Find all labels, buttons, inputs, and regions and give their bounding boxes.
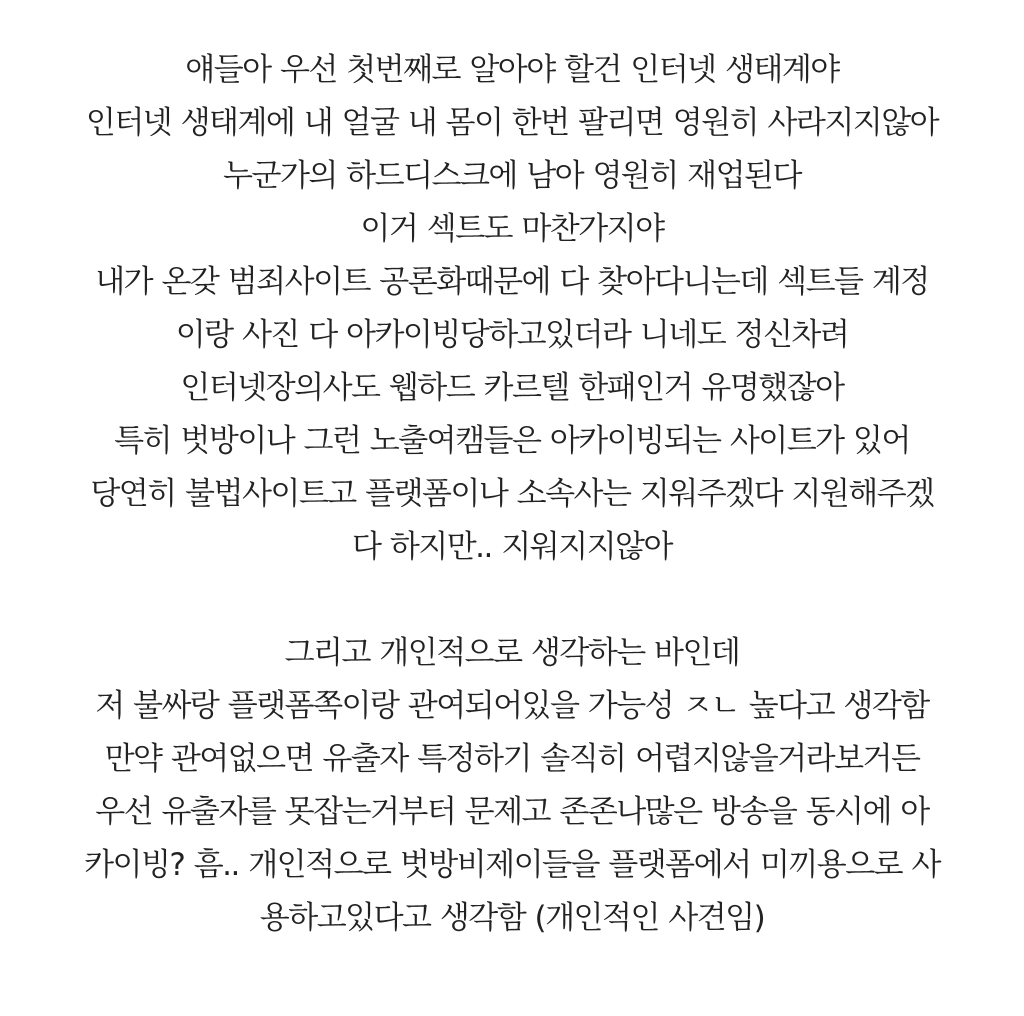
paragraph-2	[0, 627, 1024, 945]
text-line: 특히 벗방이나 그런 노출여캠들은 아카이빙되는 사이트가 있어	[114, 423, 910, 459]
text-line: 우선 유출자를 못잡는거부터 문제고 존존나많은 방송을 동시에 아	[95, 794, 929, 830]
text-line: 저 불싸랑 플랫폼쪽이랑 관여되어있을 가능성 ㅈㄴ 높다고 생각함	[95, 688, 929, 724]
text-line: 인터넷장의사도 웹하드 카르텔 한패인거 유명했잖아	[180, 370, 844, 406]
text-line: 그리고 개인적으로 생각하는 바인데	[284, 635, 740, 671]
text-line: 용하고있다고 생각함 (개인적인 사견임)	[259, 900, 765, 936]
text-line: 얘들아 우선 첫번째로 알아야 할건 인터넷 생태계야	[185, 52, 839, 88]
post-body	[0, 44, 1024, 945]
text-line: 만약 관여없으면 유출자 특정하기 솔직히 어렵지않을거라보거든	[104, 741, 920, 777]
text-line: 당연히 불법사이트고 플랫폼이나 소속사는 지워주겠다 지원해주겠	[90, 476, 934, 512]
text-line: 누군가의 하드디스크에 남아 영원히 재업된다	[223, 158, 801, 194]
paragraph-1	[0, 44, 1024, 574]
text-line: 이랑 사진 다 아카이빙당하고있더라 니네도 정신차려	[175, 317, 849, 353]
text-line: 다 하지만.. 지워지지않아	[352, 529, 672, 565]
text-line: 인터넷 생태계에 내 얼굴 내 몸이 한번 팔리면 영원히 사라지지않아	[85, 105, 939, 141]
text-line: 이거 섹트도 마찬가지야	[360, 211, 664, 247]
text-line: 카이빙? 흠.. 개인적으로 벗방비제이들을 플랫폼에서 미끼용으로 사	[84, 847, 940, 883]
text-line: 내가 온갖 범죄사이트 공론화때문에 다 찾아다니는데 섹트들 계정	[95, 264, 929, 300]
